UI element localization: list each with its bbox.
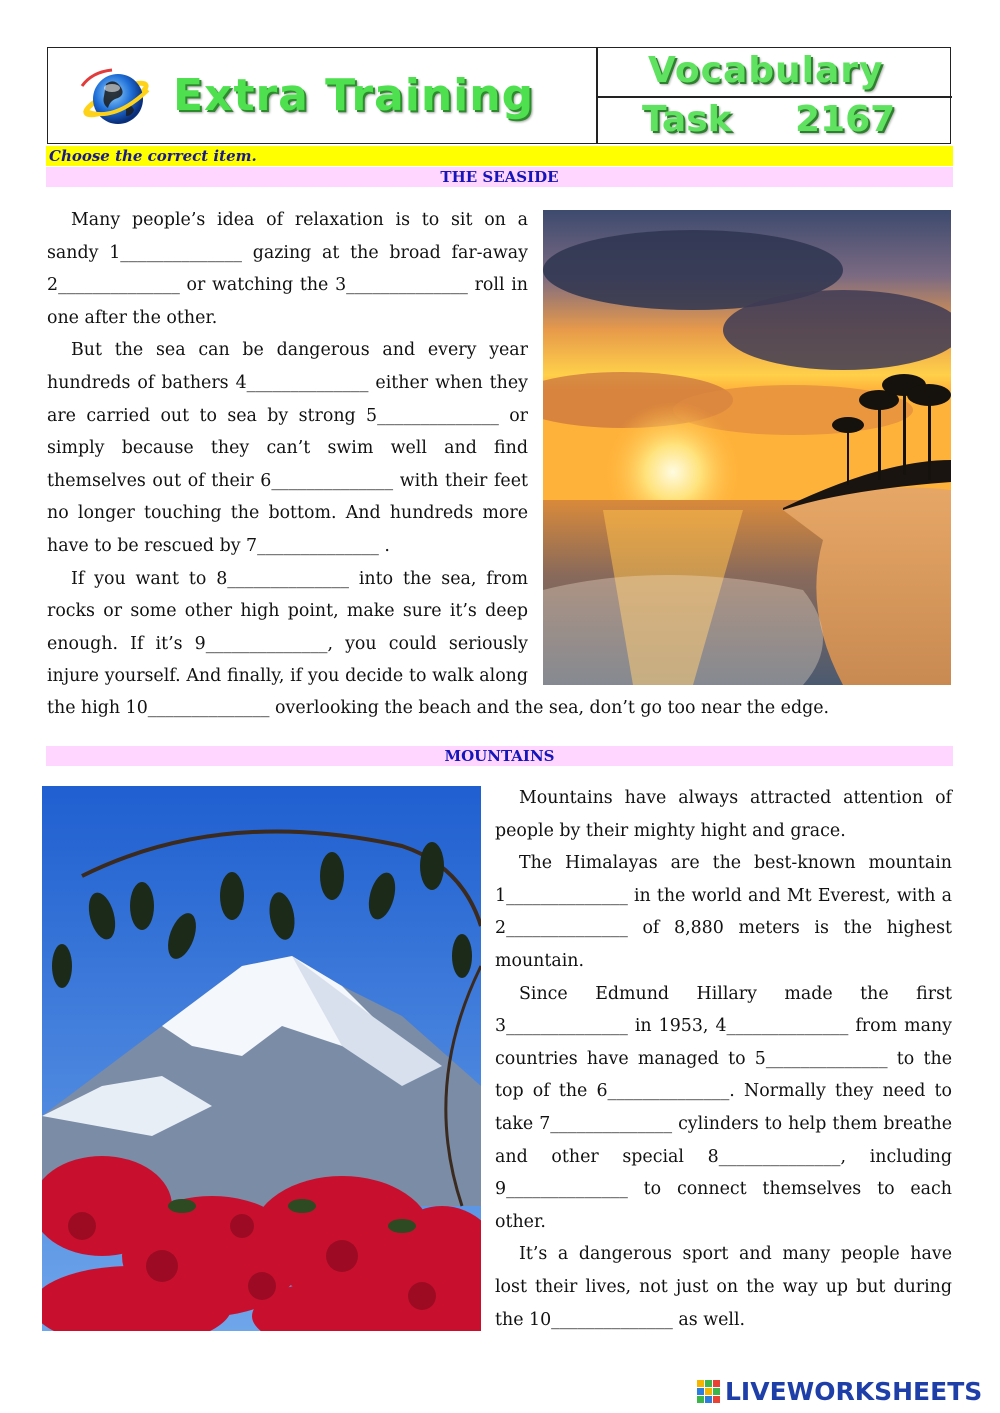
seaside-passage bbox=[47, 204, 528, 693]
mountains-paragraph: Mountains have always attracted attention of people by their mighty hight and grace. bbox=[495, 788, 952, 841]
globe-logo-icon bbox=[76, 66, 156, 130]
sunset-beach-image bbox=[543, 210, 951, 685]
mountains-paragraph: It’s a dangerous sport and many people have lost their lives, not just on the way up but during the 10______________ as well. bbox=[495, 1244, 952, 1330]
section-heading-text: THE SEASIDE bbox=[440, 168, 559, 186]
section-heading-text: MOUNTAINS bbox=[444, 747, 555, 765]
mountains-passage bbox=[495, 782, 952, 1336]
seaside-paragraph: But the sea can be dangerous and every year hundreds of bathers 4______________ either when they are carried out to sea by strong 5______________ or simply because they can’t swim well and find themselves out of their 6______________ with their feet no longer touching the bottom. And hundreds more have to be rescued by 7______________ . bbox=[47, 340, 528, 556]
liveworksheets-mark-icon bbox=[697, 1380, 721, 1404]
header-divider bbox=[597, 96, 952, 98]
liveworksheets-brand-text: LIVEWORKSHEETS bbox=[725, 1377, 983, 1406]
instruction-bar bbox=[46, 146, 953, 166]
brand-title: Extra Training bbox=[173, 70, 535, 121]
seaside-paragraph: If you want to 8______________ into the sea, from rocks or some other high point, make sure it’s deep enough. If it’s 9______________, you could seriously injure yourself. And finally, if you decide to walk along bbox=[47, 568, 528, 687]
worksheet-header bbox=[47, 47, 951, 144]
category-label: Vocabulary bbox=[648, 50, 884, 91]
seaside-paragraph-tail: the high 10______________ overlooking the beach and the sea, don’t go too near the edge. bbox=[47, 698, 830, 718]
task-label: Task bbox=[642, 99, 732, 140]
section-heading-mountains bbox=[46, 746, 953, 766]
task-number: 2167 bbox=[795, 99, 896, 140]
instruction-text: Choose the correct item. bbox=[49, 147, 257, 165]
mountains-paragraph: Since Edmund Hillary made the first 3______________ in 1953, 4______________ from many countries have managed to 5______________ to the top of the 6______________. Normally they need to take 7______________ cylinders to help them breathe and other special 8______________, including 9______________ to connect themselves to each other. bbox=[495, 983, 952, 1232]
mountain-flowers-image bbox=[42, 786, 481, 1331]
section-heading-seaside bbox=[46, 167, 953, 187]
mountains-paragraph: The Himalayas are the best-known mountain 1______________ in the world and Mt Everest, with a 2______________ of 8,880 meters is the highest mountain. bbox=[495, 853, 952, 971]
seaside-paragraph: Many people’s idea of relaxation is to sit on a sandy 1______________ gazing at the broad far-away 2______________ or watching the 3______________ roll in one after the other. bbox=[47, 210, 528, 328]
